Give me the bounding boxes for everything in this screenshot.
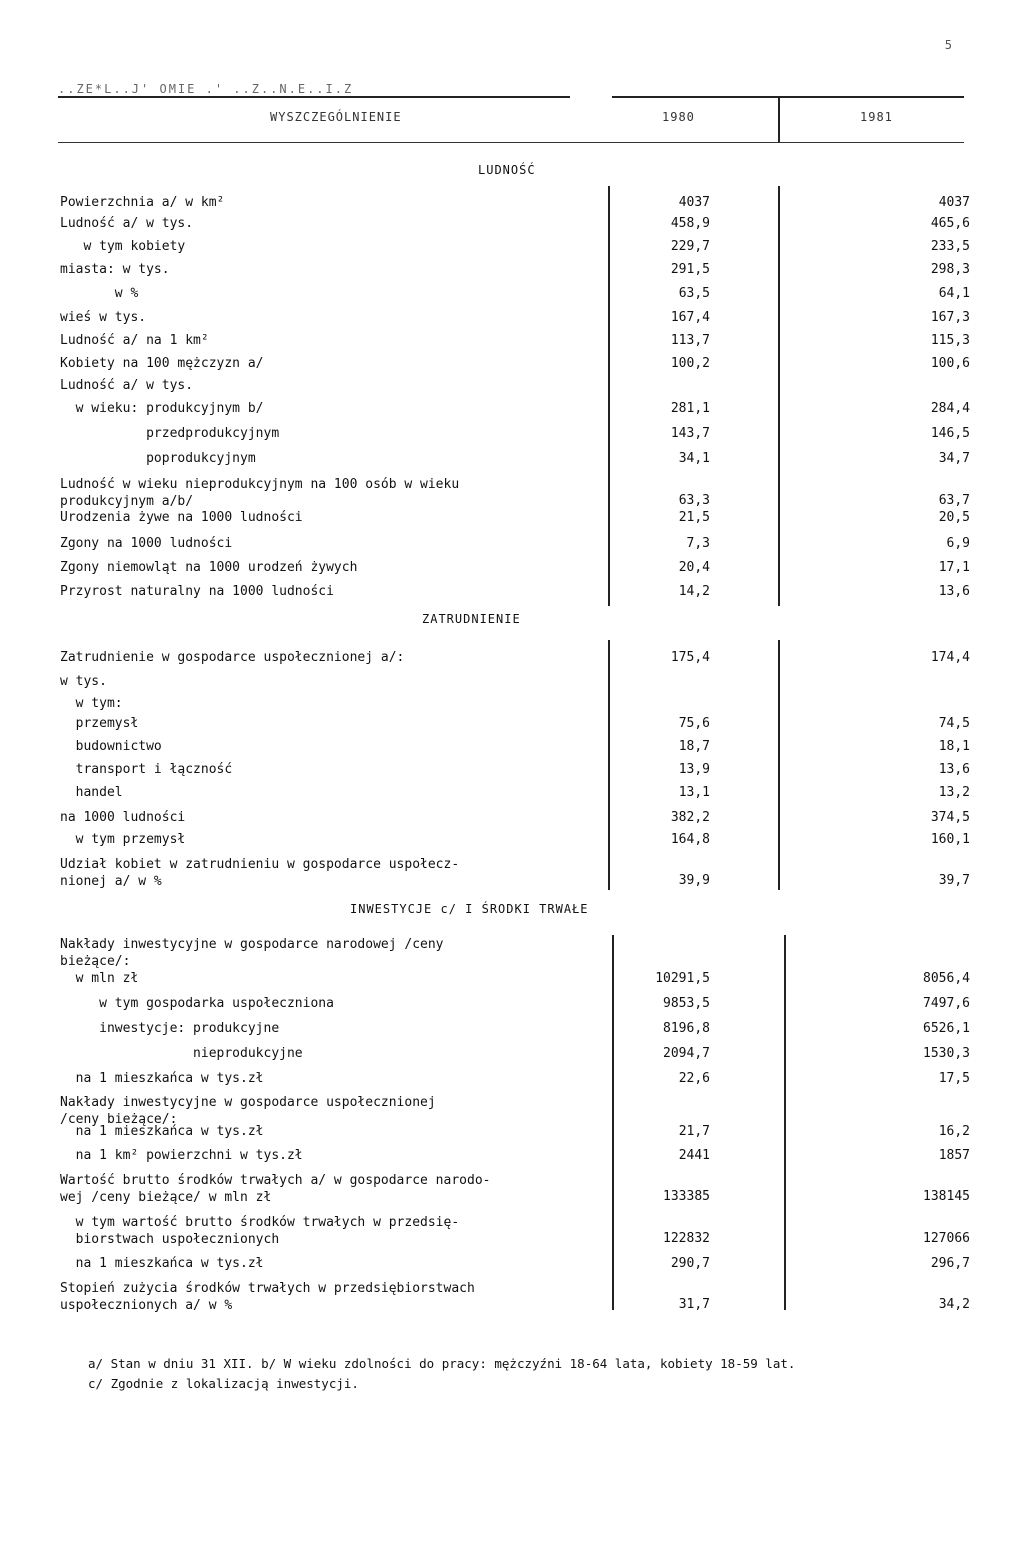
value-1981: 167,3 xyxy=(930,310,970,325)
value-1980: 113,7 xyxy=(670,333,710,348)
row-label: Ludność a/ w tys. xyxy=(60,216,194,231)
header-rule-bottom xyxy=(58,142,964,143)
table-row xyxy=(60,739,970,757)
value-1981: 16,2 xyxy=(938,1124,970,1139)
table-row xyxy=(60,1280,970,1313)
value-1980: 9853,5 xyxy=(663,996,710,1011)
row-label: Stopień zużycia środków trwałych w przedsiębiorstwach uspołecznionych a/ w % xyxy=(60,1281,475,1313)
row-label: na 1 km² powierzchni w tys.zł xyxy=(60,1148,303,1163)
value-1981: 233,5 xyxy=(930,239,970,254)
table-row xyxy=(60,650,970,668)
row-label: inwestycje: produkcyjne xyxy=(60,1021,280,1036)
row-label: wieś w tys. xyxy=(60,310,147,325)
value-1981: 115,3 xyxy=(930,333,970,348)
value-1980: 8196,8 xyxy=(663,1021,710,1036)
row-label: Nakłady inwestycyjne w gospodarce narodowej /ceny bieżące/: xyxy=(60,937,444,969)
row-label: Przyrost naturalny na 1000 ludności xyxy=(60,584,334,599)
value-1981: 127066 xyxy=(923,1231,970,1246)
value-1981: 6,9 xyxy=(946,536,970,551)
value-1981: 34,7 xyxy=(938,451,970,466)
table-row xyxy=(60,401,970,419)
row-label: Urodzenia żywe na 1000 ludności xyxy=(60,510,303,525)
value-1980: 143,7 xyxy=(670,426,710,441)
value-1981: 146,5 xyxy=(930,426,970,441)
table-row xyxy=(60,333,970,351)
value-1981: 160,1 xyxy=(930,832,970,847)
row-label: na 1 mieszkańca w tys.zł xyxy=(60,1256,264,1271)
footnote-2: c/ Zgodnie z lokalizacją inwestycji. xyxy=(88,1376,359,1391)
value-1981: 465,6 xyxy=(930,216,970,231)
value-1981: 20,5 xyxy=(938,510,970,525)
value-1981: 7497,6 xyxy=(923,996,970,1011)
value-1981: 39,7 xyxy=(938,873,970,888)
table-row xyxy=(60,378,970,396)
value-1980: 133385 xyxy=(663,1189,710,1204)
row-label: Udział kobiet w zatrudnieniu w gospodarce uspołecz- nionej a/ w % xyxy=(60,857,460,889)
table-row xyxy=(60,426,970,444)
table-row xyxy=(60,1021,970,1039)
row-label: Ludność a/ na 1 km² xyxy=(60,333,209,348)
value-1981: 174,4 xyxy=(930,650,970,665)
table-row xyxy=(60,1124,970,1142)
value-1980: 229,7 xyxy=(670,239,710,254)
value-1981: 298,3 xyxy=(930,262,970,277)
value-1980: 31,7 xyxy=(678,1297,710,1312)
row-label: na 1 mieszkańca w tys.zł xyxy=(60,1124,264,1139)
value-1981: 34,2 xyxy=(938,1297,970,1312)
col-divider-1c xyxy=(612,935,614,1310)
row-label: Zgony na 1000 ludności xyxy=(60,536,233,551)
table-row xyxy=(60,239,970,257)
value-1980: 291,5 xyxy=(670,262,710,277)
table-row xyxy=(60,1071,970,1089)
value-1980: 100,2 xyxy=(670,356,710,371)
value-1980: 20,4 xyxy=(678,560,710,575)
value-1981: 8056,4 xyxy=(923,971,970,986)
row-label: Ludność w wieku nieprodukcyjnym na 100 osób w wieku produkcyjnym a/b/ xyxy=(60,477,460,509)
row-label: w tys. xyxy=(60,674,107,689)
table-row xyxy=(60,856,970,889)
page-number: 5 xyxy=(944,38,952,52)
value-1981: 138145 xyxy=(923,1189,970,1204)
section-title: ZATRUDNIENIE xyxy=(422,612,521,626)
row-label: budownictwo xyxy=(60,739,162,754)
value-1981: 1857 xyxy=(938,1148,970,1163)
table-row xyxy=(60,216,970,234)
value-1981: 13,2 xyxy=(938,785,970,800)
value-1980: 122832 xyxy=(663,1231,710,1246)
table-row xyxy=(60,1046,970,1064)
column-header-1981: 1981 xyxy=(860,110,893,124)
row-label: Kobiety na 100 mężczyzn a/ xyxy=(60,356,264,371)
value-1980: 290,7 xyxy=(670,1256,710,1271)
value-1980: 175,4 xyxy=(670,650,710,665)
value-1981: 374,5 xyxy=(930,810,970,825)
value-1980: 167,4 xyxy=(670,310,710,325)
header-divider xyxy=(778,96,780,142)
value-1980: 13,9 xyxy=(678,762,710,777)
row-label: w mln zł xyxy=(60,971,139,986)
table-row xyxy=(60,1172,970,1205)
value-1981: 13,6 xyxy=(938,762,970,777)
row-label: w tym kobiety xyxy=(60,239,186,254)
row-label: w tym wartość brutto środków trwałych w przedsię- biorstwach uspołecznionych xyxy=(75,1215,460,1247)
row-label: przemysł xyxy=(60,716,139,731)
column-header-1980: 1980 xyxy=(662,110,695,124)
value-1980: 75,6 xyxy=(678,716,710,731)
row-label: przedprodukcyjnym xyxy=(60,426,280,441)
table-row xyxy=(60,696,970,714)
value-1981: 6526,1 xyxy=(923,1021,970,1036)
row-label: Zgony niemowląt na 1000 urodzeń żywych xyxy=(60,560,358,575)
column-header-label: WYSZCZEGÓLNIENIE xyxy=(270,110,402,124)
value-1981: 64,1 xyxy=(938,286,970,301)
value-1980: 22,6 xyxy=(678,1071,710,1086)
table-row xyxy=(60,936,970,969)
value-1980: 10291,5 xyxy=(655,971,710,986)
table-row xyxy=(60,716,970,734)
table-row xyxy=(60,1214,970,1247)
table-row xyxy=(60,996,970,1014)
value-1981: 63,7 xyxy=(938,493,970,508)
value-1981: 17,5 xyxy=(938,1071,970,1086)
table-row xyxy=(60,584,970,602)
table-row xyxy=(60,286,970,304)
table-row xyxy=(60,1094,970,1127)
row-label: Nakłady inwestycyjne w gospodarce uspołecznionej /ceny bieżące/: xyxy=(60,1095,436,1127)
table-row xyxy=(60,451,970,469)
table-row xyxy=(60,195,970,213)
value-1980: 164,8 xyxy=(670,832,710,847)
value-1980: 21,7 xyxy=(678,1124,710,1139)
table-row xyxy=(60,536,970,554)
section-title: LUDNOŚĆ xyxy=(478,163,536,177)
value-1980: 39,9 xyxy=(678,873,710,888)
value-1981: 18,1 xyxy=(938,739,970,754)
row-label: miasta: w tys. xyxy=(60,262,170,277)
table-row xyxy=(60,762,970,780)
row-label: Zatrudnienie w gospodarce uspołecznionej a/: xyxy=(60,650,405,665)
document-title: ..ZE*L..J' OMIE .' ..Z..N.E..I.Z xyxy=(58,82,354,96)
table-row xyxy=(60,810,970,828)
value-1981: 74,5 xyxy=(938,716,970,731)
value-1981: 100,6 xyxy=(930,356,970,371)
table-row xyxy=(60,310,970,328)
row-label: w tym gospodarka uspołeczniona xyxy=(60,996,334,1011)
value-1980: 13,1 xyxy=(678,785,710,800)
value-1980: 7,3 xyxy=(686,536,710,551)
table-row xyxy=(60,476,970,509)
row-label: w tym przemysł xyxy=(60,832,186,847)
row-label: na 1 mieszkańca w tys.zł xyxy=(60,1071,264,1086)
value-1980: 63,3 xyxy=(678,493,710,508)
row-label: nieprodukcyjne xyxy=(60,1046,303,1061)
value-1981: 1530,3 xyxy=(923,1046,970,1061)
table-row xyxy=(60,832,970,850)
row-label: w % xyxy=(60,286,139,301)
row-label: poprodukcyjnym xyxy=(60,451,256,466)
header-rule-top-left xyxy=(58,96,570,98)
col-divider-2c xyxy=(784,935,786,1310)
value-1980: 2094,7 xyxy=(663,1046,710,1061)
table-row xyxy=(60,356,970,374)
row-label: Powierzchnia a/ w km² xyxy=(60,195,225,210)
value-1980: 63,5 xyxy=(678,286,710,301)
row-label: transport i łączność xyxy=(60,762,233,777)
value-1980: 281,1 xyxy=(670,401,710,416)
table-row xyxy=(60,262,970,280)
table-row xyxy=(60,1148,970,1166)
row-label: Wartość brutto środków trwałych a/ w gospodarce narodo- wej /ceny bieżące/ w mln zł xyxy=(60,1173,491,1205)
row-label: handel xyxy=(60,785,123,800)
value-1980: 21,5 xyxy=(678,510,710,525)
value-1981: 4037 xyxy=(938,195,970,210)
row-label: na 1000 ludności xyxy=(60,810,186,825)
row-label: Ludność a/ w tys. xyxy=(60,378,194,393)
value-1980: 14,2 xyxy=(678,584,710,599)
value-1980: 4037 xyxy=(678,195,710,210)
value-1980: 2441 xyxy=(678,1148,710,1163)
value-1980: 18,7 xyxy=(678,739,710,754)
value-1980: 34,1 xyxy=(678,451,710,466)
table-row xyxy=(60,510,970,528)
value-1981: 17,1 xyxy=(938,560,970,575)
table-row xyxy=(60,785,970,803)
row-label: w wieku: produkcyjnym b/ xyxy=(60,401,264,416)
value-1981: 296,7 xyxy=(930,1256,970,1271)
table-row xyxy=(60,674,970,692)
value-1981: 13,6 xyxy=(938,584,970,599)
value-1980: 382,2 xyxy=(670,810,710,825)
row-label: w tym: xyxy=(60,696,123,711)
header-rule-top-right xyxy=(612,96,964,98)
value-1981: 284,4 xyxy=(930,401,970,416)
footnote-1: a/ Stan w dniu 31 XII. b/ W wieku zdolności do pracy: mężczyźni 18-64 lata, kobiety 18-59 lat. xyxy=(88,1356,796,1371)
table-row xyxy=(60,560,970,578)
table-row xyxy=(60,1256,970,1274)
section-title: INWESTYCJE c/ I ŚRODKI TRWAŁE xyxy=(350,902,589,916)
value-1980: 458,9 xyxy=(670,216,710,231)
table-row xyxy=(60,971,970,989)
